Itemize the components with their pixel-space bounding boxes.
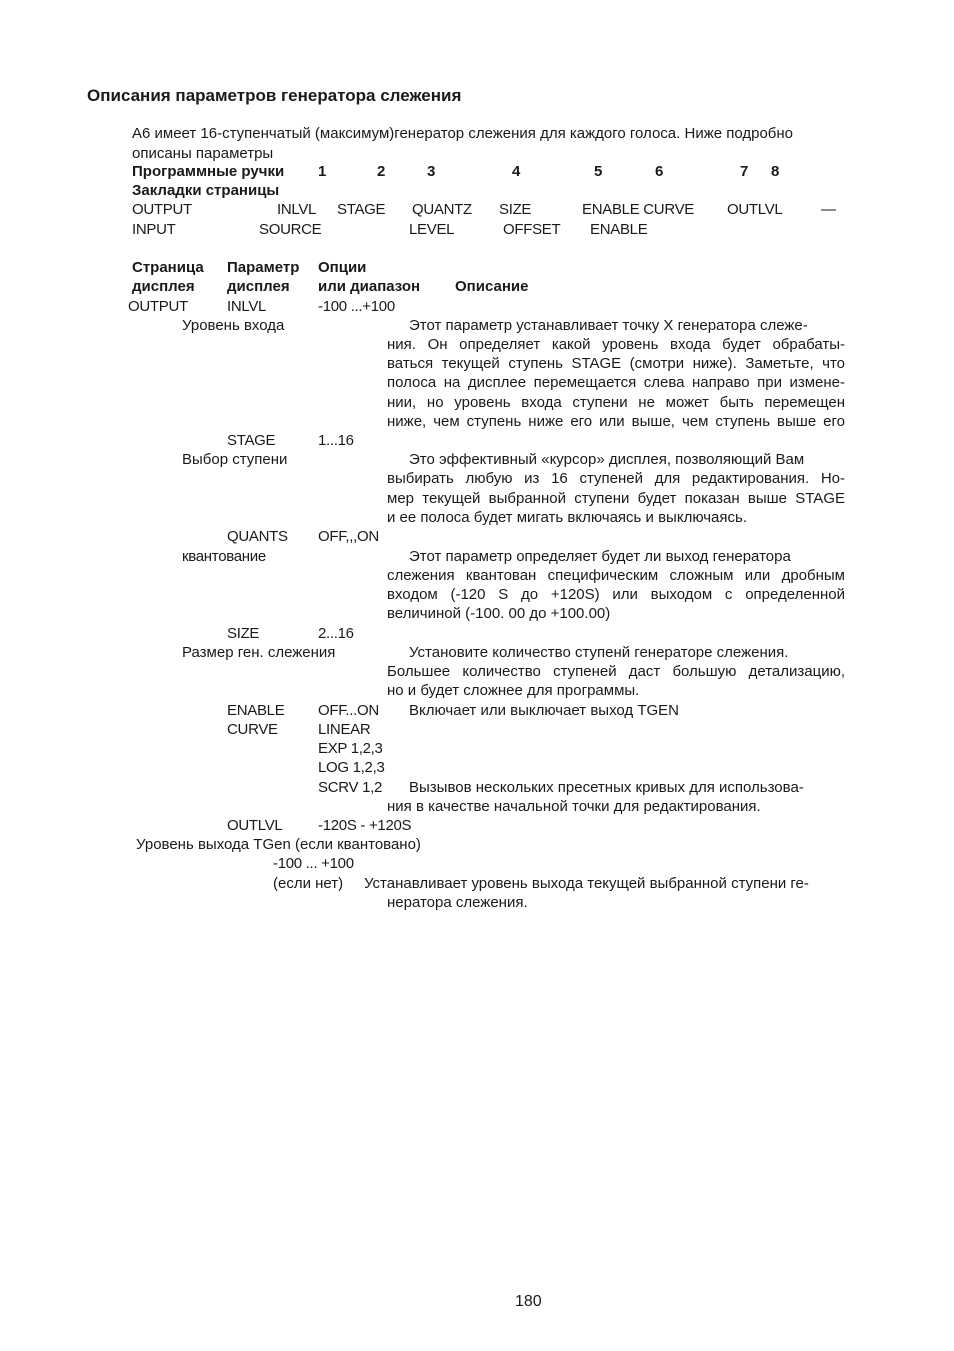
input-row-cell: SOURCE (259, 221, 322, 238)
param-desc-line: ния в качестве начальной точки для редактирования. (387, 798, 761, 815)
param-desc-line: Вызывов нескольких пресетных кривых для использова- (409, 779, 804, 796)
page-title: Описания параметров генератора слежения (87, 86, 462, 105)
input-row-cell: OFFSET (503, 221, 561, 238)
knob-number: 2 (377, 163, 386, 180)
knob-number: 6 (655, 163, 664, 180)
param-desc-line: полоса на дисплее перемещается слева направо при измене- (387, 374, 845, 391)
param-desc-line: Установите количество ступенй генераторе слежения. (409, 644, 789, 661)
output-row-cell: SIZE (499, 201, 532, 218)
param-label: Уровень выхода TGen (если квантовано) (136, 836, 421, 853)
intro-line-1: А6 имеет 16-ступенчатый (максимум)генератор слежения для каждого голоса. Ниже подробно (132, 125, 794, 142)
param-label: Уровень входа (182, 317, 285, 334)
param-label: Размер ген. слежения (182, 644, 336, 661)
knob-number: 4 (512, 163, 521, 180)
input-row-cell: ENABLE (590, 221, 648, 238)
param-desc-line: ния. Он определяет какой уровень входа будет обрабаты- (387, 336, 845, 353)
output-row-cell: STAGE (337, 201, 386, 218)
param-desc-line: и ее полоса будет мигать включаясь и выключаясь. (387, 509, 747, 526)
param-desc-line: мер текущей выбранной ступени будет показан выше STAGE (387, 490, 845, 507)
page-number: 180 (515, 1293, 542, 1310)
output-row-cell: OUTPUT (132, 201, 192, 218)
param-desc-line: Этот параметр устанавливает точку X генератора слеже- (409, 317, 808, 334)
knob-number: 5 (594, 163, 603, 180)
param-page: OUTPUT (128, 298, 188, 315)
header-param: Параметр (227, 259, 300, 276)
param-range: OFF...ON (318, 702, 379, 719)
param-desc-line: Включает или выключает выход TGEN (409, 702, 679, 719)
input-row-cell: INPUT (132, 221, 176, 238)
param-desc-line: входом (-120 S до +120S) или выходом с определенной (387, 586, 845, 603)
param-range: OFF,,,ON (318, 528, 379, 545)
param-name: OUTLVL (227, 817, 283, 834)
page-tabs-label: Закладки страницы (132, 182, 280, 199)
input-row-cell: LEVEL (409, 221, 455, 238)
param-desc-line: нии, но уровень входа ступени не может быть перемещен (387, 394, 845, 411)
param-desc-line: Большее количество ступеней даст большую детализацию, (387, 663, 845, 680)
param-range-2: -100 ... +100 (273, 855, 354, 872)
header-options: Опции (318, 259, 367, 276)
param-name: ENABLE (227, 702, 285, 719)
header-description: Описание (455, 278, 529, 295)
header-page: Страница (132, 259, 204, 276)
intro-line-2: описаны параметры (132, 145, 274, 162)
param-name: QUANTS (227, 528, 288, 545)
header-options-2: или диапазон (318, 278, 421, 295)
param-desc-line: ваться текущей ступень STAGE (смотри ниже). Заметьте, что (387, 355, 845, 372)
param-name: CURVE (227, 721, 278, 738)
param-label: Выбор ступени (182, 451, 288, 468)
param-option: EXP 1,2,3 (318, 740, 383, 757)
param-desc-line: но и будет сложнее для программы. (387, 682, 640, 699)
output-row-cell: QUANTZ (412, 201, 472, 218)
param-desc-line: нератора слежения. (387, 894, 528, 911)
param-name: INLVL (227, 298, 267, 315)
param-desc-line: слежения квантован специфическим сложным или дробным (387, 567, 845, 584)
param-option: LINEAR (318, 721, 371, 738)
param-name: STAGE (227, 432, 276, 449)
param-desc-line: ниже, чем ступень ниже его или выше, чем ступень выше его (387, 413, 845, 430)
knobs-label: Программные ручки (132, 163, 285, 180)
knob-number: 1 (318, 163, 327, 180)
param-desc-line: величиной (-100. 00 до +100.00) (387, 605, 611, 622)
param-range: -120S - +120S (318, 817, 412, 834)
param-name: SIZE (227, 625, 260, 642)
param-condition: (если нет) (273, 875, 344, 892)
output-row-cell: OUTLVL (727, 201, 783, 218)
knob-number: 7 (740, 163, 749, 180)
param-desc-line: Устанавливает уровень выхода текущей выбранной ступени ге- (364, 875, 809, 892)
output-row-cell: INLVL (277, 201, 317, 218)
header-page-2: дисплея (132, 278, 195, 295)
param-desc-line: Это эффективный «курсор» дисплея, позволяющий Вам (409, 451, 805, 468)
param-range: -100 ...+100 (318, 298, 395, 315)
knob-number: 8 (771, 163, 780, 180)
output-row-cell: — (821, 201, 836, 218)
param-range: 1...16 (318, 432, 354, 449)
knob-number: 3 (427, 163, 436, 180)
param-range: 2...16 (318, 625, 354, 642)
param-label: квантование (182, 548, 266, 565)
param-option: LOG 1,2,3 (318, 759, 385, 776)
output-row-cell: ENABLE CURVE (582, 201, 694, 218)
header-param-2: дисплея (227, 278, 290, 295)
param-option: SCRV 1,2 (318, 779, 383, 796)
param-desc-line: выбирать любую из 16 ступеней для редактирования. Но- (387, 470, 845, 487)
param-desc-line: Этот параметр определяет будет ли выход генератора (409, 548, 791, 565)
